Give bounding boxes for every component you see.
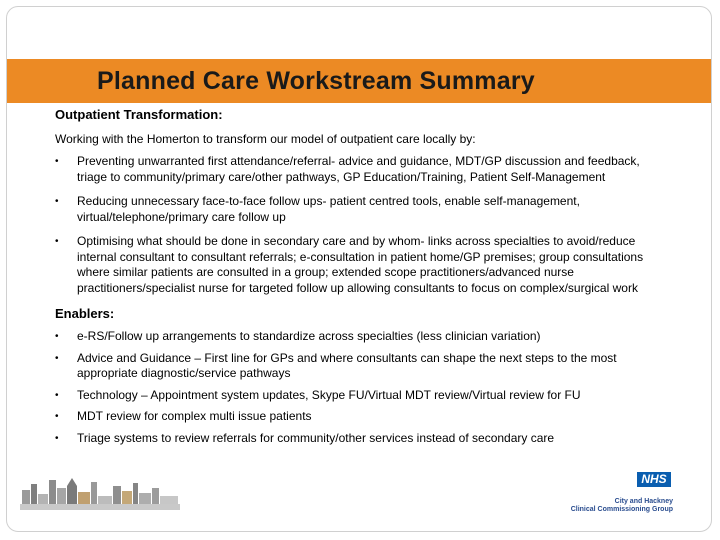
outpatient-intro: Working with the Homerton to transform our model of outpatient care locally by: — [55, 132, 476, 146]
list-item — [55, 234, 670, 296]
bullet-text: Triage systems to review referrals for community/other services instead of secondary care — [77, 430, 555, 445]
bullet-text: Advice and Guidance – First line for GPs and where consultants can shape the next steps to the most appropriate diagnostic/service pathways — [77, 350, 617, 380]
outpatient-heading: Outpatient Transformation: — [55, 107, 223, 122]
bullet-icon: • — [55, 389, 59, 401]
content-area — [55, 106, 670, 452]
nhs-ccg-logo — [570, 471, 677, 517]
enablers-heading: Enablers: — [55, 306, 115, 321]
bullet-icon: • — [55, 352, 59, 364]
list-item — [55, 409, 670, 425]
list-item — [55, 329, 670, 345]
bullet-icon: • — [55, 236, 59, 247]
bullet-icon: • — [55, 432, 59, 444]
ccg-name-line1: City and Hackney — [614, 498, 673, 505]
list-item — [55, 194, 670, 225]
title-bar — [7, 59, 711, 103]
outpatient-bullet-list — [55, 154, 670, 296]
list-item — [55, 351, 670, 382]
bullet-text: Reducing unnecessary face-to-face follow ups- patient centred tools, enable self-management, virtual/telephone/primary care follow up — [77, 194, 580, 224]
bullet-text: Optimising what should be done in secondary care and by whom- links across specialties to avoid/reduce internal consultant to consultant referrals; e-consultation in patient home/GP premises; group consultations where similar patients are consulted in a group; extended scope practitioners/advanced nurse practitioners/specialist nurse for targeted follow up allowing consultants to focus on complex/surgical work — [77, 234, 644, 295]
bullet-icon: • — [55, 411, 59, 422]
enablers-bullet-list — [55, 329, 670, 446]
list-item — [55, 431, 670, 447]
bullet-text: MDT review for complex multi issue patients — [77, 409, 312, 423]
nhs-logo-icon: NHS — [637, 472, 671, 487]
city-skyline-icon — [20, 474, 180, 510]
bullet-text: Technology – Appointment system updates, Skype FU/Virtual MDT review/Virtual review for FU — [77, 387, 581, 402]
bullet-text: Preventing unwarranted first attendance/referral- advice and guidance, MDT/GP discussion and feedback, triage to community/primary care/other pathways, GP Education/Training, Patient Self-Management — [77, 154, 640, 184]
bullet-icon: • — [55, 196, 59, 207]
page-title: Planned Care Workstream Summary — [97, 67, 535, 95]
list-item — [55, 154, 670, 185]
ccg-name-line2: Clinical Commissioning Group — [570, 506, 673, 513]
bullet-text: e-RS/Follow up arrangements to standardize across specialties (less clinician variation) — [77, 329, 541, 343]
bullet-icon: • — [55, 156, 59, 167]
list-item — [55, 388, 670, 404]
bullet-icon: • — [55, 331, 59, 342]
